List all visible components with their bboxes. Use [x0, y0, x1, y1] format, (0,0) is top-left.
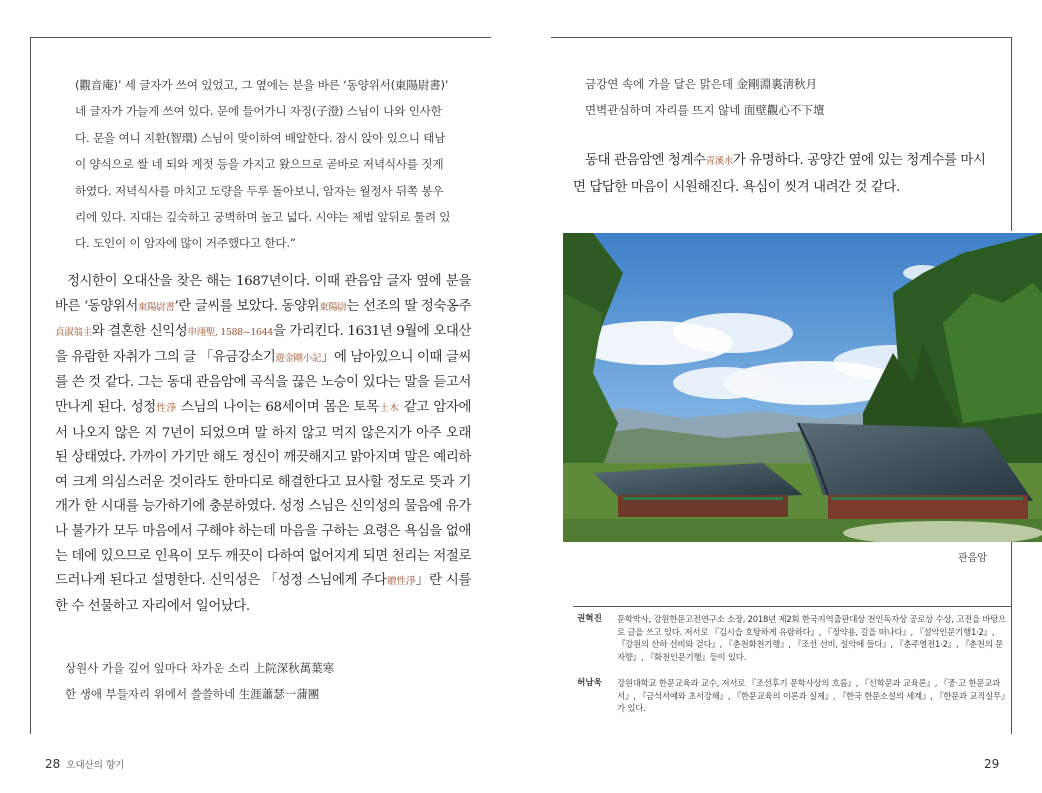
hanja-annotation: 性淨 [155, 402, 177, 414]
quote-line: 다. 문을 여니 지환(智環) 스님이 맞이하여 배알한다. 잠시 앉아 있으니 태남 [75, 130, 446, 145]
main-body-paragraph: 정시한이 오대산을 찾은 해는 1687년이다. 이때 관음암 글자 옆에 분을 바른 ‘동양위서東陽尉書’란 글씨를 보았다. 동양위東陽尉는 선조의 딸 정숙옹주貞淑翁主와 결혼한 신익성申翊聖, 1588~1644을 가리킨다. 1631년 9월에 오대산을 유람한 자취가 그의 글 「유금강소기遊金剛小記」에 남아있으니 이때 글씨를 쓴 것 같다. 그는 동대 관음암에 곡식을 끊은 노승이 있다는 말을 듣고서 만나게 된다. 성정性淨 스님의 나이는 68세이며 몸은 토목土木 같고 암자에서 나오지 않은 지 7년이 되었으며 말 하지 않고 먹지 않은지가 아주 오래 된 상태였다. 가까이 가기만 해도 정신이 깨끗해지고 맑아지며 말은 예리하여 크게 의심스러운 것이라도 한마디로 해결한다고 묘사할 정도로 뜻과 기개가 한 시대를 능가하기에 충분하였다. 성정 스님은 신익성의 물음에 유가나 불가가 모두 마음에서 구해야 하는데 마음을 구하는 요령은 욕심을 없애는 데에 있으므로 인욕이 모두 깨끗이 다하여 없어지게 되면 천리는 저절로 드러나게 된다고 설명한다. 신익성은 「성정 스님에게 주다贈性淨」란 시를 한 수 선물하고 자리에서 일어났다. [55, 274, 472, 614]
temple-photo-illustration [563, 233, 1042, 542]
quote-line: 다. 도인이 이 암자에 많이 거주했다고 한다.” [75, 236, 296, 251]
poem-line: 상원사 가을 깊어 잎마다 차가운 소리 上院深秋萬葉寒 [65, 661, 335, 675]
right-page [521, 0, 1042, 793]
quote-line: (觀音庵)’ 세 글자가 쓰여 있었고, 그 옆에는 분을 바른 ‘동양위서(東陽尉書)’ [75, 78, 449, 92]
authors-top-rule [573, 606, 1011, 607]
author-description: 강원대학교 한문교육과 교수, 저서로 『조선후기 문학사상의 흐름』, 『신학문과 교육론』, 『중·고 한문교과서』, 『금석서예와 초서강해』, 『한문교육의 이론과 실제』, 『한국 한문소설의 세계』, 『한문과 교직실무』가 있다. [617, 678, 1005, 714]
poem-line: 면벽관심하며 자리를 뜨지 않네 面壁觀心不下壇 [585, 103, 825, 117]
poem-line: 한 생애 부들자리 위에서 쓸쓸하네 生涯蕭瑟一蒲團 [65, 687, 320, 701]
temple-photo [563, 233, 1042, 542]
page-footer-left [45, 757, 124, 771]
page-number: 28 [45, 757, 61, 771]
author-bio [577, 677, 1007, 715]
hanja-annotation: 申翊聖, 1588~1644 [187, 327, 273, 339]
author-description: 문학박사, 강원한문고전연구소 소장, 2018년 제2회 한국지역출판대상 천인독자상 공로상 수상, 고전을 바탕으로 글을 쓰고 있다. 저서로 『김시습 호탕하게 유람하다』, 『정약용, 길을 떠나다』, 『설악인문기행1·2』, 『강원의 산하 선비와 걷다』, 『춘천화천기행』, 『조선 선비, 설악에 들다』, 『춘주열전1·2』, 『춘천의 문자향』, 『화천인문기행』등이 있다. [617, 614, 1007, 662]
hanja-annotation: 東陽尉 [319, 301, 347, 313]
right-border-rule [1011, 37, 1012, 231]
quote-line: 이 양식으로 쌀 네 되와 게젓 등을 가지고 왔으므로 곧바로 저녁식사를 짓게 [75, 157, 444, 172]
quoted-passage [75, 72, 465, 257]
hanja-annotation: 東陽尉書 [137, 301, 175, 313]
right-border-rule [1011, 542, 1012, 734]
hanja-annotation: 贈性淨 [386, 576, 416, 588]
quote-line: 리에 있다. 지대는 깊숙하고 궁벽하며 높고 넓다. 시야는 제법 앞뒤로 툴려 있 [75, 210, 451, 225]
photo-caption: 관음암 [958, 553, 987, 564]
hanja-annotation: 貞淑翁主 [55, 327, 92, 339]
hanja-annotation: 靑溪水 [705, 156, 733, 167]
author-bio [577, 613, 1007, 663]
right-body-paragraph: 동대 관음암엔 청계수靑溪水가 유명하다. 공양간 옆에 있는 청계수를 마시면 답답한 마음이 시원해진다. 욕심이 씻겨 내려간 것 같다. [573, 153, 986, 195]
poem-line: 금강연 속에 가을 달은 맑은데 金剛淵裏淸秋月 [585, 77, 818, 91]
author-name: 허남욱 [577, 678, 602, 688]
left-border-rule [30, 37, 31, 734]
page-number: 29 [984, 757, 1000, 771]
hanja-annotation: 遊金剛小記 [275, 352, 322, 364]
book-title: 오대산의 향기 [66, 760, 125, 771]
top-rule [551, 37, 1012, 38]
quote-line: 네 글자가 가늘게 쓰여 있다. 문에 들어가니 자징(子澄) 스님이 나와 인사한 [75, 104, 442, 119]
top-rule [30, 37, 491, 38]
hanja-annotation: 土木 [378, 402, 400, 414]
author-name: 권혁진 [577, 614, 602, 624]
quote-line: 하였다. 저녁식사를 마치고 도량을 두루 돌아보니, 암자는 월정사 뒤쪽 봉우 [75, 183, 444, 198]
